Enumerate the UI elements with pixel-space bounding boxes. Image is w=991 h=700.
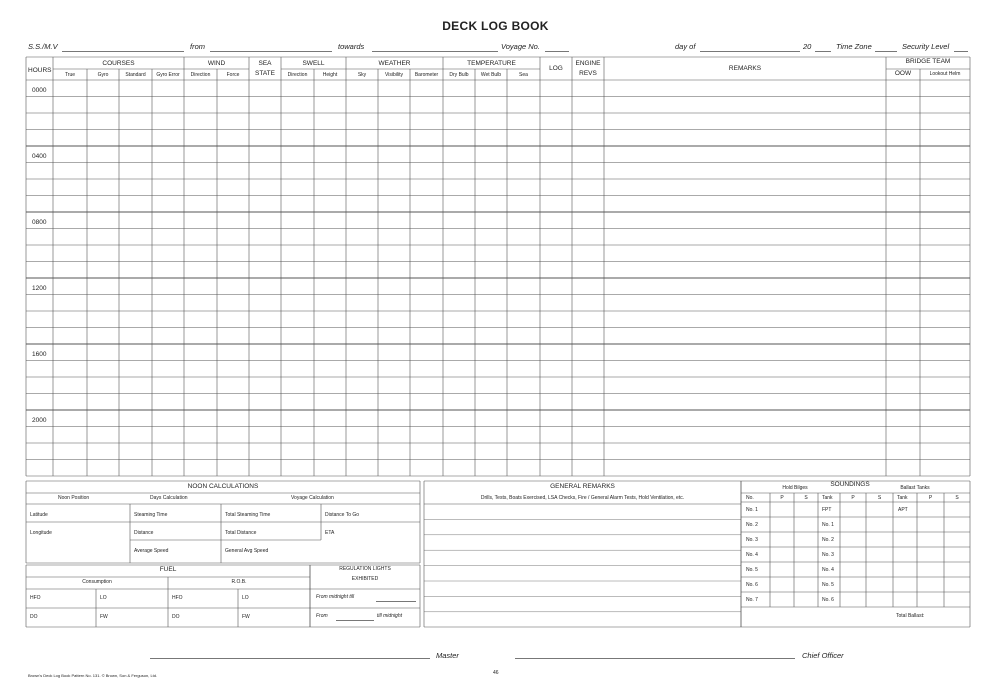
dry-bulb-header: Dry Bulb	[449, 72, 469, 78]
fw-label: FW	[100, 614, 108, 620]
swell-height-header: Height	[322, 72, 338, 78]
oow-header: OOW	[894, 70, 912, 77]
lo-label: LO	[100, 595, 107, 601]
sea-header: SEA	[258, 60, 272, 67]
fuel-title: FUEL	[159, 566, 177, 573]
tank-s-header: S	[877, 495, 882, 501]
steaming-time-label: Steaming Time	[134, 512, 168, 518]
master-label: Master	[436, 651, 459, 660]
day-of-label: day of	[675, 42, 696, 51]
state-header: STATE	[255, 70, 275, 77]
hours-header: HOURS	[28, 67, 52, 74]
from-label: from	[190, 42, 205, 51]
bridge-team-header: BRIDGE TEAM	[905, 58, 951, 65]
chief-officer-label: Chief Officer	[802, 651, 844, 660]
chief-officer-signature-line[interactable]	[515, 658, 795, 659]
hold-s-header: S	[804, 495, 808, 501]
days-calculation-header: Days Calculation	[150, 495, 188, 501]
distance-label: Distance	[134, 530, 154, 536]
rob-header: R.O.B.	[231, 579, 247, 585]
general-remarks-title: GENERAL REMARKS	[550, 483, 615, 490]
total-steaming-time-label: Total Steaming Time	[225, 512, 271, 518]
eta-label: ETA	[325, 530, 335, 536]
time-zone-label: Time Zone	[836, 42, 872, 51]
wind-header: WIND	[207, 60, 226, 67]
ballast-tank-header: Tank	[897, 495, 908, 501]
hold-row-label: No. 5	[746, 567, 758, 573]
do-label: DO	[30, 614, 38, 620]
standard-header: Standard	[125, 72, 146, 78]
hour-label: 0000	[32, 87, 47, 94]
average-speed-label: Average Speed	[134, 548, 169, 554]
distance-to-go-label: Distance To Go	[325, 512, 360, 518]
towards-label: towards	[338, 42, 365, 51]
till-midnight-label: till midnight	[377, 613, 403, 619]
hfo-rob-label: HFO	[172, 595, 183, 601]
ballast-s-header: S	[955, 495, 959, 501]
ship-label: S.S./M.V	[28, 42, 58, 51]
gyro-header: Gyro	[97, 72, 109, 78]
hold-row-label: No. 7	[746, 597, 758, 603]
ballast-row-label: APT	[898, 507, 908, 513]
noon-title: NOON CALCULATIONS	[187, 483, 259, 490]
hold-row-label: No. 6	[746, 582, 758, 588]
hold-row-label: No. 3	[746, 537, 758, 543]
engine-header: ENGINE	[575, 60, 601, 67]
weather-header: WEATHER	[378, 60, 411, 67]
from-midnight-field[interactable]	[376, 601, 416, 602]
fw-rob-label: FW	[242, 614, 250, 620]
wind-direction-header: Direction	[190, 72, 211, 78]
master-signature-line[interactable]	[150, 658, 430, 659]
lookout-helm-header: Lookout Helm	[929, 71, 961, 77]
security-label: Security Level	[902, 42, 950, 51]
courses-header: COURSES	[102, 60, 135, 67]
general-avg-speed-label: General Avg Speed	[225, 548, 269, 554]
hold-no-header: No.	[746, 495, 754, 501]
tank-row-label: No. 1	[822, 522, 834, 528]
imprint-text: Brown's Deck Log Book Pattern No. 131. © Brown, Son & Ferguson, Ltd.	[28, 673, 158, 678]
hour-label: 2000	[32, 417, 47, 424]
from-field[interactable]	[336, 620, 374, 621]
from-label: From	[316, 613, 328, 619]
hour-label: 0400	[32, 153, 47, 160]
visibility-header: Visibility	[385, 72, 403, 78]
ballast-tanks-header: Ballast Tanks	[900, 485, 930, 491]
revs-header: REVS	[579, 70, 597, 77]
sky-header: Sky	[357, 72, 367, 78]
tank-header: Tank	[822, 495, 833, 501]
lights-title-2: EXHIBITED	[351, 576, 379, 582]
swell-header: SWELL	[302, 60, 325, 67]
true-header: True	[64, 72, 76, 78]
remarks-header: REMARKS	[728, 65, 762, 72]
tank-p-header: P	[851, 495, 855, 501]
log-header: LOG	[549, 65, 563, 72]
tank-row-label: No. 6	[822, 597, 834, 603]
lights-title-1: REGULATION LIGHTS	[339, 566, 391, 572]
do-rob-label: DO	[172, 614, 180, 620]
lo-rob-label: LO	[242, 595, 249, 601]
consumption-header: Consumption	[82, 579, 112, 585]
hold-bilges-header: Hold Bilges	[782, 485, 808, 491]
latitude-label: Latitude	[30, 512, 48, 518]
wind-force-header: Force	[226, 72, 240, 78]
tank-row-label: No. 4	[822, 567, 834, 573]
temperature-header: TEMPERATURE	[467, 60, 516, 67]
longitude-label: Longitude	[30, 530, 52, 536]
general-remarks-subtitle: Drills, Tests, Boats Exercised, LSA Checks, Fire / General Alarm Tests, Hold Ventilation, etc.	[480, 495, 685, 501]
hour-label: 1200	[32, 285, 47, 292]
hold-p-header: P	[780, 495, 784, 501]
year-label: 20	[803, 42, 812, 51]
tank-row-label: No. 2	[822, 537, 834, 543]
page-number: 46	[493, 670, 499, 676]
soundings-title: SOUNDINGS	[830, 481, 870, 488]
hour-label: 1600	[32, 351, 47, 358]
barometer-header: Barometer	[414, 72, 439, 78]
hfo-label: HFO	[30, 595, 41, 601]
voyage-label: Voyage No.	[501, 42, 540, 51]
gyro-error-header: Gyro Error	[156, 72, 180, 78]
noon-position-header: Noon Position	[58, 495, 90, 501]
tank-row-label: FPT	[822, 507, 832, 513]
from-midnight-label: From midnight till	[316, 594, 355, 600]
hold-row-label: No. 2	[746, 522, 758, 528]
hold-row-label: No. 1	[746, 507, 758, 513]
wet-bulb-header: Wet Bulb	[480, 72, 502, 78]
temp-sea-header: Sea	[519, 72, 528, 78]
voyage-calculation-header: Voyage Calculation	[291, 495, 334, 501]
hold-row-label: No. 4	[746, 552, 758, 558]
ballast-p-header: P	[928, 495, 933, 501]
total-distance-label: Total Distance	[225, 530, 257, 536]
total-ballast-label: Total Ballast:	[896, 613, 925, 619]
tank-row-label: No. 3	[822, 552, 834, 558]
page-title: DECK LOG BOOK	[442, 19, 549, 33]
tank-row-label: No. 5	[822, 582, 834, 588]
swell-direction-header: Direction	[287, 72, 308, 78]
hour-label: 0800	[32, 219, 47, 226]
